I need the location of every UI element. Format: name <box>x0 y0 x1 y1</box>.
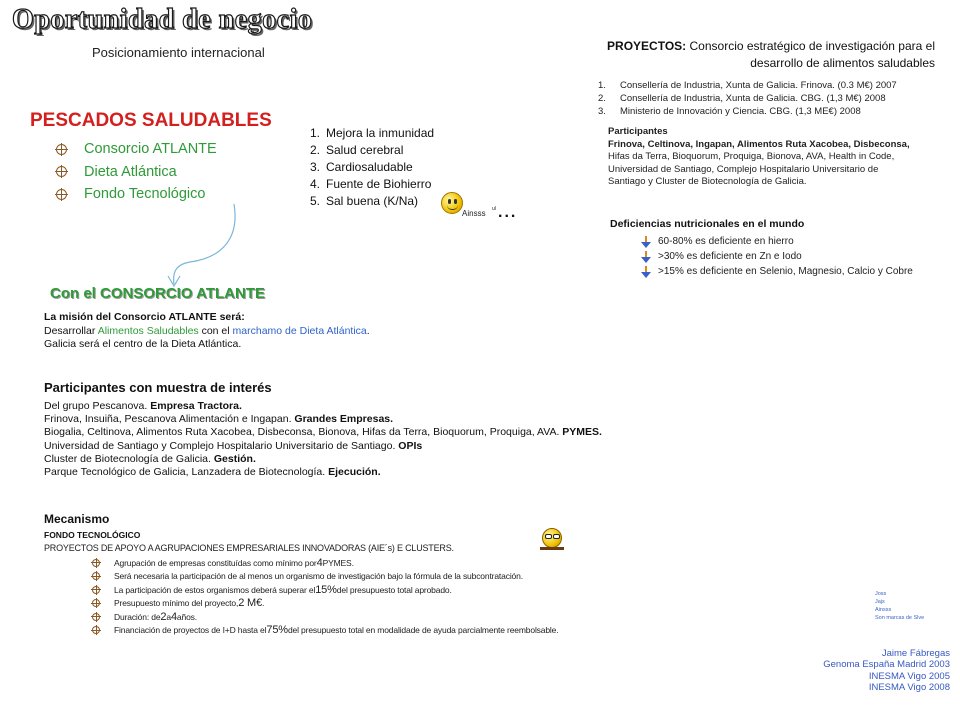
proyectos-heading <box>540 38 935 72</box>
mecanismo-text: del presupuesto total en modalidade de ayuda parcialmente reembolsable. <box>287 625 559 636</box>
mecanismo-item <box>92 583 558 597</box>
page-title: Oportunidad de negocio <box>12 4 313 35</box>
consorcio-heading: Con el CONSORCIO ATLANTE <box>50 285 265 302</box>
curved-arrow-icon <box>160 200 250 290</box>
benefit-item <box>310 126 434 143</box>
deficiencia-text: >30% es deficiente en Zn e Iodo <box>658 251 802 262</box>
participante-text: Universidad de Santiago y Complejo Hospitalario Universitario de Santiago. <box>44 439 399 452</box>
proyecto-number: 2. <box>598 93 606 104</box>
proyectos-list <box>598 80 897 119</box>
participante-text: Parque Tecnológico de Galicia, Lanzadera de Biotecnología. <box>44 466 329 479</box>
mecanismo-text: Agrupación de empresas constituídas como mínimo por <box>114 557 317 568</box>
participante-line <box>44 413 602 426</box>
participantes-line: Hifas da Terra, Bioquorum, Proquiga, Bionova, AVA, Health in Code, <box>608 151 895 162</box>
participante-role: Gestión. <box>213 452 256 465</box>
cross-circle-icon <box>92 599 100 607</box>
benefit-number: 2. <box>310 143 321 157</box>
participante-line <box>44 400 602 413</box>
cross-circle-icon <box>92 586 100 594</box>
mecanismo-heading: Mecanismo <box>44 512 110 526</box>
participante-line <box>44 466 602 479</box>
mecanismo-text: Duración: de <box>114 611 161 622</box>
benefit-text: Mejora la inmunidad <box>326 126 435 140</box>
mecanismo-item <box>92 597 558 611</box>
benefit-text: Cardiosaludable <box>326 160 413 174</box>
small-link[interactable]: Jajs <box>875 599 885 605</box>
deficiencias-list <box>640 234 913 279</box>
pescados-item <box>56 138 217 161</box>
pescados-item-label: Consorcio ATLANTE <box>84 141 217 158</box>
pescados-heading: PESCADOS SALUDABLES <box>30 110 272 131</box>
ainsss-text: Ainsss <box>462 209 486 218</box>
participante-text: Frinova, Insuiña, Pescanova Alimentación e Ingapan. <box>44 413 295 426</box>
mecanismo-item <box>92 570 558 584</box>
cross-circle-icon <box>92 626 100 634</box>
proyecto-number: 3. <box>598 106 606 117</box>
small-link[interactable]: Joss <box>875 591 887 597</box>
proyecto-item <box>598 106 897 119</box>
benefit-number: 1. <box>310 126 321 140</box>
participante-text: Biogalia, Celtinova, Alimentos Ruta Xacobea, Disbeconsa, Bionova, Hifas da Terra, Bioquorum, Proquiga, AVA. <box>44 426 563 439</box>
proyecto-item <box>598 93 897 106</box>
mecanismo-text: años. <box>176 611 197 622</box>
arrow-down-icon <box>640 251 652 263</box>
page-subtitle: Posicionamiento internacional <box>92 45 265 60</box>
mecanismo-text: a <box>166 611 171 622</box>
mecanismo-text: La participación de estos organismos deberá superar el <box>114 584 316 595</box>
benefit-item <box>310 143 434 160</box>
participantes-line: Frinova, Celtinova, Ingapan, Alimentos Ruta Xacobea, Disbeconsa, <box>608 138 910 150</box>
credit-line: Genoma España Madrid 2003 <box>823 659 950 671</box>
pescados-item <box>56 161 217 184</box>
benefit-item <box>310 160 434 177</box>
participantes-line: Santiago y Cluster de Biotecnología de Galicia. <box>608 176 807 187</box>
cross-circle-icon <box>56 166 67 177</box>
proyecto-text: Consellería de Industria, Xunta de Galicia. CBG. (1,3 M€) 2008 <box>620 93 886 104</box>
mision-line <box>44 325 370 339</box>
deficiencia-item <box>640 234 913 249</box>
mision-highlight-blue: marchamo de Dieta Atlántica <box>232 324 367 337</box>
pescados-item-label: Fondo Tecnológico <box>84 186 206 203</box>
mecanismo-number: 4 <box>170 610 177 623</box>
participantes-line: Universidad de Santiago, Complejo Hospitalario Universitario de <box>608 163 879 175</box>
proyectos-apoyo-text: PROYECTOS DE APOYO A AGRUPACIONES EMPRESARIALES INNOVADORAS (AIE´s) E CLUSTERS. <box>44 543 454 553</box>
proyecto-text: Consellería de Industria, Xunta de Galicia. Frinova. (0.3 M€) 2007 <box>620 80 897 91</box>
benefit-item <box>310 177 434 194</box>
participantes-muestra-lines <box>44 400 602 479</box>
arrow-down-icon <box>640 266 652 278</box>
mision-text: con el <box>198 324 233 337</box>
benefits-list <box>310 126 434 211</box>
arrow-down-icon <box>640 236 652 248</box>
pescados-item-label: Dieta Atlántica <box>84 163 177 180</box>
participante-role: Ejecución. <box>328 466 381 479</box>
mecanismo-number: 75% <box>266 624 288 637</box>
benefit-text: Sal buena (K/Na) <box>326 194 419 208</box>
mecanismo-text: Será necesaria la participación de al menos un organismo de investigación bajo la fórmula de la subcontratación. <box>114 571 523 582</box>
benefit-number: 5. <box>310 194 321 208</box>
benefit-text: Salud cerebral <box>326 143 404 157</box>
small-link[interactable]: Son marcas de Slve <box>875 615 925 621</box>
mecanismo-list <box>92 556 558 637</box>
participante-role: OPIs <box>398 439 423 452</box>
smiley-icon <box>441 192 463 214</box>
participante-line <box>44 453 602 466</box>
mision-block <box>44 311 370 352</box>
deficiencia-item <box>640 264 913 279</box>
mision-line: Galicia será el centro de la Dieta Atlántica. <box>44 338 242 350</box>
mision-text: Desarrollar <box>44 324 98 337</box>
credit-line: INESMA Vigo 2005 <box>868 670 950 682</box>
fondo-heading: FONDO TECNOLÓGICO <box>44 530 141 540</box>
participante-text: Cluster de Biotecnología de Galicia. <box>44 452 214 465</box>
mecanismo-text: . <box>262 598 265 609</box>
ainsss-superscript: ul <box>492 206 496 212</box>
participantes-title: Participantes <box>608 126 668 137</box>
proyecto-text: Ministerio de Innovación y Ciencia. CBG. (1,3 ME€) 2008 <box>620 106 861 117</box>
participante-text: Del grupo Pescanova. <box>44 400 151 412</box>
deficiencia-item <box>640 249 913 264</box>
participante-line <box>44 440 602 453</box>
cross-circle-icon <box>56 189 67 200</box>
mision-title: La misión del Consorcio ATLANTE será: <box>44 311 245 323</box>
cross-circle-icon <box>92 613 100 621</box>
participante-role: Empresa Tractora. <box>150 400 242 412</box>
benefit-text: Fuente de Biohierro <box>326 177 432 191</box>
cross-circle-icon <box>92 572 100 580</box>
cross-circle-icon <box>92 559 100 567</box>
mecanismo-number: 2 M€ <box>238 597 263 610</box>
mecanismo-number: 2 <box>160 610 167 623</box>
mision-highlight-green: Alimentos Saludables <box>97 324 199 337</box>
participante-line <box>44 426 602 439</box>
mecanismo-text: Presupuesto mínimo del proyecto, <box>114 598 239 609</box>
credits <box>760 648 950 693</box>
deficiencia-text: 60-80% es deficiente en hierro <box>658 236 794 247</box>
mecanismo-number: 4 <box>316 556 323 569</box>
pescados-list <box>56 138 217 206</box>
deficiencia-text: >15% es deficiente en Selenio, Magnesio, Calcio y Cobre <box>658 266 913 277</box>
participante-role: Grandes Empresas. <box>294 413 394 426</box>
benefit-number: 4. <box>310 177 321 191</box>
proyecto-number: 1. <box>598 80 606 91</box>
smiley-glasses-icon <box>540 528 564 550</box>
proyectos-line2: desarrollo de alimentos saludables <box>750 56 935 70</box>
small-link[interactable]: Ainsss <box>875 607 892 613</box>
participantes-box <box>608 126 948 189</box>
mecanismo-number: 15% <box>315 583 337 596</box>
mision-text: . <box>366 324 370 337</box>
proyectos-label: PROYECTOS: <box>607 39 687 53</box>
cross-circle-icon <box>56 144 67 155</box>
ellipsis-text: ... <box>498 204 518 221</box>
proyecto-item <box>598 80 897 93</box>
mecanismo-text: Financiación de proyectos de I+D hasta el <box>114 625 267 636</box>
credit-line: Jaime Fábregas <box>881 648 950 659</box>
participante-role: PYMES. <box>562 426 602 439</box>
benefit-item <box>310 194 434 211</box>
mecanismo-item <box>92 624 558 638</box>
mecanismo-text: del presupuesto total aprobado. <box>336 584 452 595</box>
mecanismo-item <box>92 556 558 570</box>
mecanismo-item <box>92 610 558 624</box>
participantes-muestra-heading: Participantes con muestra de interés <box>44 380 272 395</box>
small-links <box>875 590 924 622</box>
mecanismo-text: PYMES. <box>322 557 354 568</box>
benefit-number: 3. <box>310 160 321 174</box>
proyectos-line1: Consorcio estratégico de investigación para el <box>689 39 935 53</box>
deficiencias-heading: Deficiencias nutricionales en el mundo <box>610 218 805 230</box>
credit-line: INESMA Vigo 2008 <box>868 681 950 693</box>
